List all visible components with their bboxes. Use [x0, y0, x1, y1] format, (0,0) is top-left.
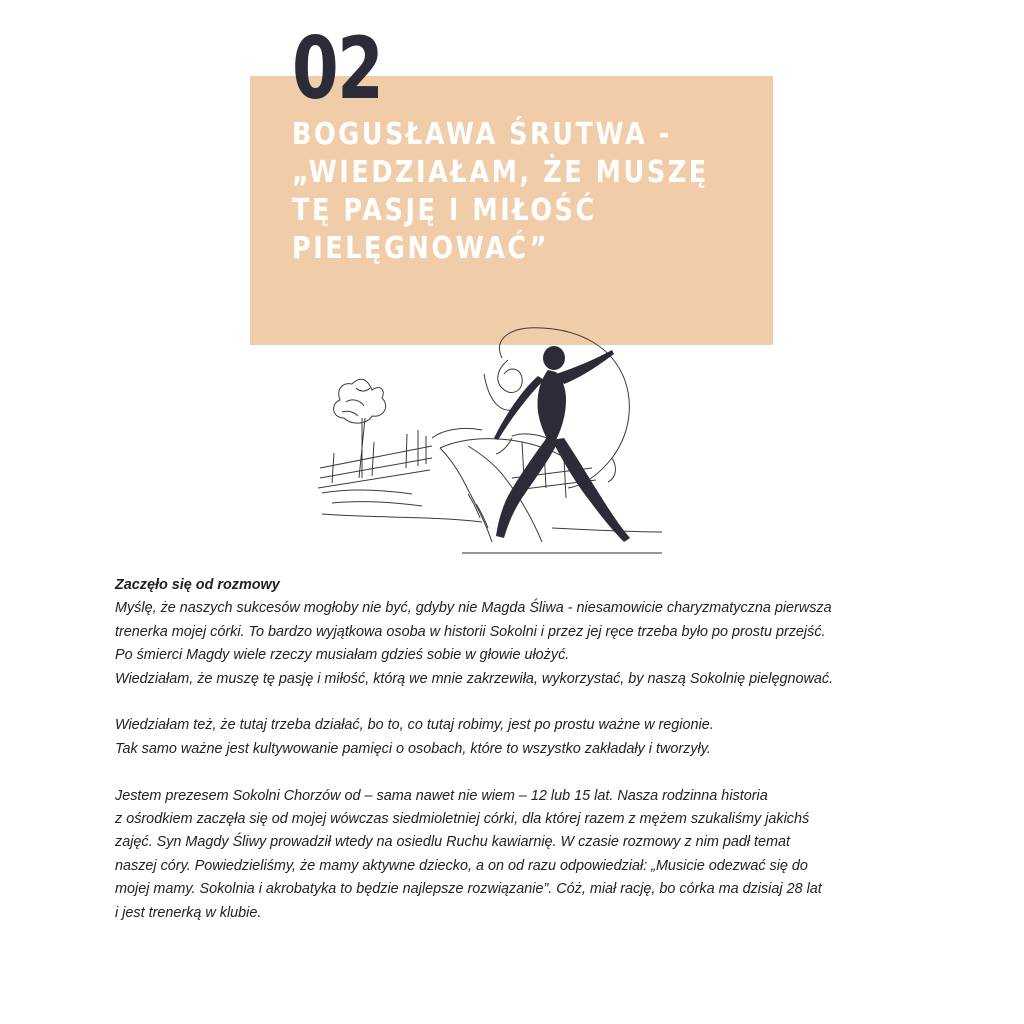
article-paragraph	[115, 597, 935, 691]
chapter-title	[292, 116, 752, 268]
article-line: naszej córy. Powiedzieliśmy, że mamy aktywne dziecko, a on od razu odpowiedział: „Musicie odezwać się do	[115, 857, 808, 874]
article-line: Wiedziałam też, że tutaj trzeba działać, bo to, co tutaj robimy, jest po prostu ważne w regionie.	[115, 717, 714, 734]
article-line: Jestem prezesem Sokolni Chorzów od – sama nawet nie wiem – 12 lub 15 lat. Nasza rodzinna historia	[115, 787, 768, 804]
article-heading: Zaczęło się od rozmowy	[115, 577, 280, 593]
article-paragraph	[115, 714, 935, 761]
article-line: z ośrodkiem zaczęła się od mojej wówczas siedmioletniej córki, dla której razem z mężem szukaliśmy jakichś	[115, 811, 810, 828]
article-line: i jest trenerką w klubie.	[115, 904, 262, 921]
dancer-with-ribbon-and-rural-path-illustration	[312, 318, 672, 558]
article-line: trenerka mojej córki. To bardzo wyjątkowa osoba w historii Sokolni i przez jej ręce trzeba było po prostu przejść.	[115, 623, 826, 640]
chapter-number: 02	[292, 19, 383, 119]
article-line: Wiedziałam, że muszę tę pasję i miłość, którą we mnie zakrzewiła, wykorzystać, by naszą Sokolnię pielęgnować.	[115, 670, 834, 687]
article-line: mojej mamy. Sokolnia i akrobatyka to będzie najlepsze rozwiązanie”. Cóż, miał rację, bo córka ma dzisiaj 28 lat	[115, 881, 822, 898]
article-line: Tak samo ważne jest kultywowanie pamięci o osobach, które to wszystko zakładały i tworzyły.	[115, 740, 711, 757]
chapter-title-line: TĘ PASJĘ I MIŁOŚĆ	[292, 193, 597, 228]
chapter-title-line: BOGUSŁAWA ŚRUTWA -	[292, 117, 672, 152]
article-line: zajęć. Syn Magdy Śliwy prowadził wtedy na osiedlu Ruchu kawiarnię. W czasie rozmowy z nim padł temat	[115, 834, 791, 851]
article-line: Myślę, że naszych sukcesów mogłoby nie być, gdyby nie Magda Śliwa - niesamowicie charyzmatyczna pierwsza	[115, 600, 832, 617]
chapter-title-line: „WIEDZIAŁAM, ŻE MUSZĘ	[292, 155, 709, 190]
chapter-title-line: PIELĘGNOWAĆ”	[292, 231, 549, 266]
article-body	[115, 574, 935, 925]
article-line: Po śmierci Magdy wiele rzeczy musiałam gdzieś sobie w głowie ułożyć.	[115, 647, 570, 664]
article-paragraph	[115, 785, 935, 925]
